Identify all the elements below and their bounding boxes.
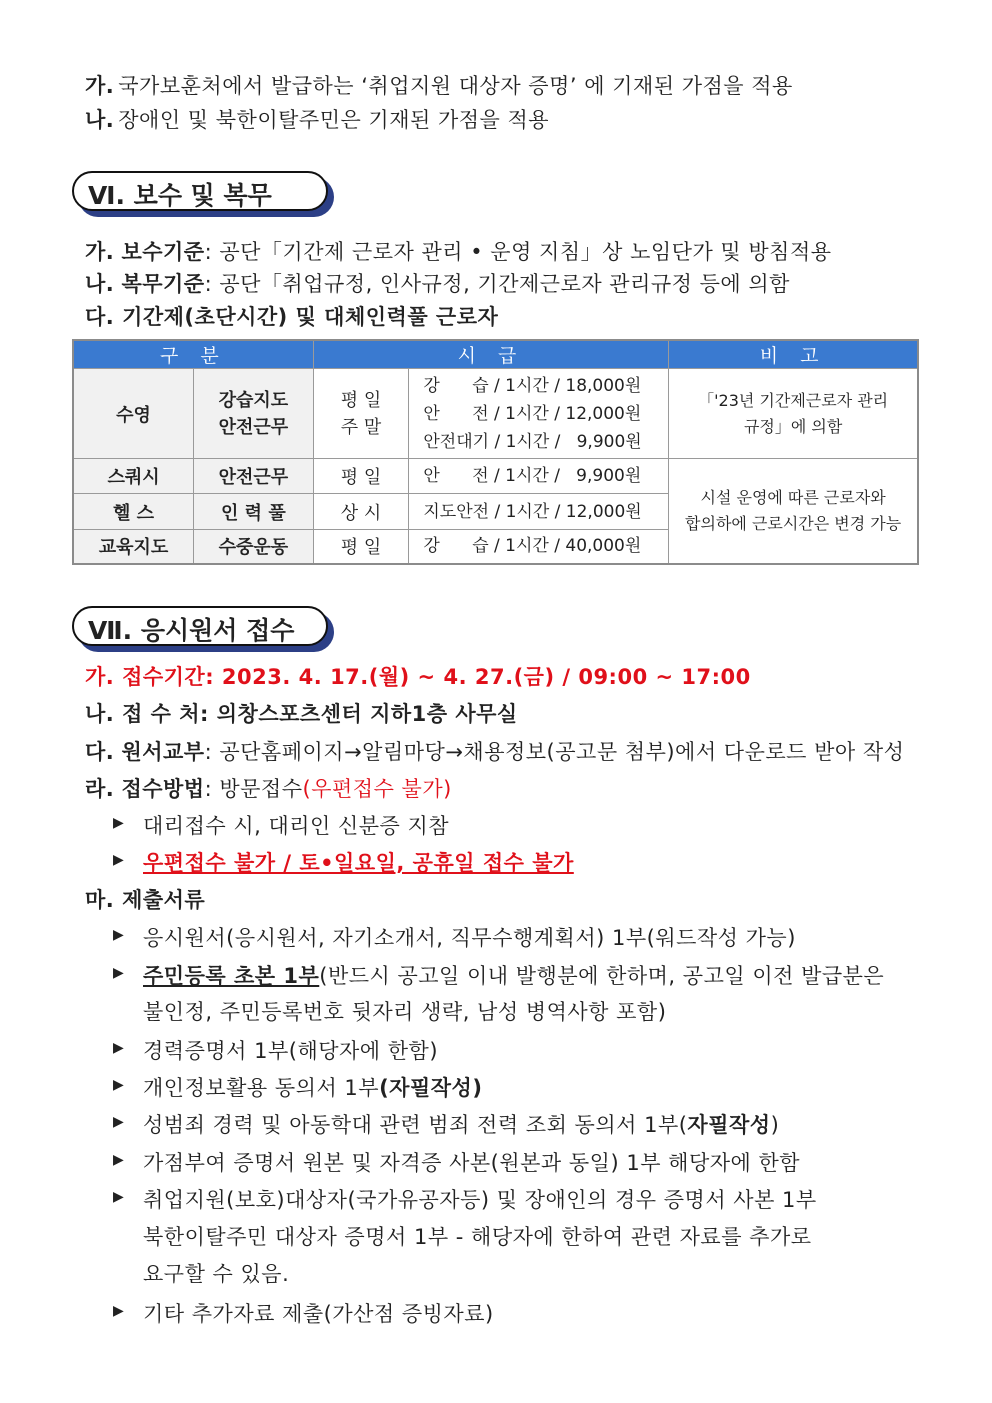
application-period: 가. 접수기간: 2023. 4. 17.(월) ~ 4. 27.(금) / 09:00 ~ 17:00 xyxy=(85,665,751,689)
doc-veteran-certificate: 취업지원(보호)대상자(국가유공자등) 및 장애인의 경우 증명서 사본 1부 xyxy=(143,1188,817,1212)
header-note: 비 고 xyxy=(669,340,918,369)
row-swim-type: 강습지도 안전근무 xyxy=(194,369,314,459)
triangle-bullet-icon: ▶ xyxy=(113,815,124,831)
application-method: 라. 접수방법: 방문접수(우편접수 불가) xyxy=(85,777,452,801)
triangle-bullet-icon: ▶ xyxy=(113,1152,124,1168)
note-hours: 시설 운영에 따른 근로자와 합의하에 근로시간은 변경 가능 xyxy=(669,459,918,564)
application-place: 나. 접 수 처: 의창스포츠센터 지하1층 사무실 xyxy=(85,702,518,726)
row-edu-days: 평 일 xyxy=(313,530,409,564)
doc-career-certificate: 경력증명서 1부(해당자에 한함) xyxy=(143,1039,439,1063)
form-distribution: 다. 원서교부: 공단홈페이지→알림마당→채용정보(공고문 첨부)에서 다운로드 받아 작성 xyxy=(85,740,905,764)
doc-bonus-certificate: 가점부여 증명서 원본 및 자격증 사본(원본과 동일) 1부 해당자에 한함 xyxy=(143,1151,801,1175)
no-mail-notice: 우편접수 불가 / 토•일요일, 공휴일 접수 불가 xyxy=(143,851,574,875)
note-regulation: 「'23년 기간제근로자 관리 규정」에 의함 xyxy=(669,369,918,459)
row-squash-category: 스쿼시 xyxy=(73,459,194,494)
row-edu-wage: 강 습 / 1시간 / 40,000원 xyxy=(409,530,669,564)
intro-line-ga: 가. 국가보훈처에서 발급하는 ‘취업지원 대상자 증명’ 에 기재된 가점을 적용 xyxy=(85,74,793,98)
row-squash-type: 안전근무 xyxy=(194,459,314,494)
section6-heading: Ⅵ. 보수 및 복무 xyxy=(72,171,328,211)
section7-heading: Ⅶ. 응시원서 접수 xyxy=(72,606,328,646)
intro-line-na: 나. 장애인 및 북한이탈주민은 기재된 가점을 적용 xyxy=(85,108,550,132)
row-edu-category: 교육지도 xyxy=(73,530,194,564)
header-category: 구 분 xyxy=(73,340,313,369)
doc-privacy-consent: 개인정보활용 동의서 1부(자필작성) xyxy=(143,1076,483,1100)
triangle-bullet-icon: ▶ xyxy=(113,1189,124,1205)
row-squash-days: 평 일 xyxy=(313,459,409,494)
row-health-category: 헬 스 xyxy=(73,494,194,530)
wage-table xyxy=(72,339,919,565)
proxy-application: 대리접수 시, 대리인 신분증 지참 xyxy=(143,814,450,838)
row-swim-wage: 강 습 / 1시간 / 18,000원 안 전 / 1시간 / 12,000원 안전대기 / 1시간 / 9,900원 xyxy=(409,369,669,459)
row-swim-days: 평 일 주 말 xyxy=(313,369,409,459)
triangle-bullet-icon: ▶ xyxy=(113,852,124,868)
row-health-wage: 지도안전 / 1시간 / 12,000원 xyxy=(409,494,669,530)
doc-resident-register: 주민등록 초본 1부(반드시 공고일 이내 발행분에 한하며, 공고일 이전 발급분은 xyxy=(143,964,885,988)
doc-request-note: 요구할 수 있음. xyxy=(143,1262,290,1286)
doc-defector-certificate: 북한이탈주민 대상자 증명서 1부 - 해당자에 한하여 관련 자료를 추가로 xyxy=(143,1225,812,1249)
header-wage: 시 급 xyxy=(313,340,669,369)
row-health-days: 상 시 xyxy=(313,494,409,530)
section6-temp-workers: 다. 기간제(초단시간) 및 대체인력풀 근로자 xyxy=(85,305,499,329)
row-edu-type: 수중운동 xyxy=(194,530,314,564)
row-swim-category: 수영 xyxy=(73,369,194,459)
doc-application-form: 응시원서(응시원서, 자기소개서, 직무수행계획서) 1부(워드작성 가능) xyxy=(143,926,796,950)
section6-service-standard: 나. 복무기준: 공단「취업규정, 인사규정, 기간제근로자 관리규정 등에 의함 xyxy=(85,272,790,296)
doc-additional: 기타 추가자료 제출(가산점 증빙자료) xyxy=(143,1302,494,1326)
triangle-bullet-icon: ▶ xyxy=(113,1077,124,1093)
triangle-bullet-icon: ▶ xyxy=(113,965,124,981)
triangle-bullet-icon: ▶ xyxy=(113,1040,124,1056)
doc-resident-register-cont: 불인정, 주민등록번호 뒷자리 생략, 남성 병역사항 포함) xyxy=(143,1000,667,1024)
triangle-bullet-icon: ▶ xyxy=(113,927,124,943)
documents-heading: 마. 제출서류 xyxy=(85,888,206,912)
triangle-bullet-icon: ▶ xyxy=(113,1114,124,1130)
doc-crime-record-consent: 성범죄 경력 및 아동학대 관련 범죄 전력 조회 동의서 1부(자필작성) xyxy=(143,1113,780,1137)
row-health-type: 인 력 풀 xyxy=(194,494,314,530)
section6-pay-standard: 가. 보수기준: 공단「기간제 근로자 관리 • 운영 지침」상 노임단가 및 방침적용 xyxy=(85,240,832,264)
row-squash-wage: 안 전 / 1시간 / 9,900원 xyxy=(409,459,669,494)
triangle-bullet-icon: ▶ xyxy=(113,1303,124,1319)
